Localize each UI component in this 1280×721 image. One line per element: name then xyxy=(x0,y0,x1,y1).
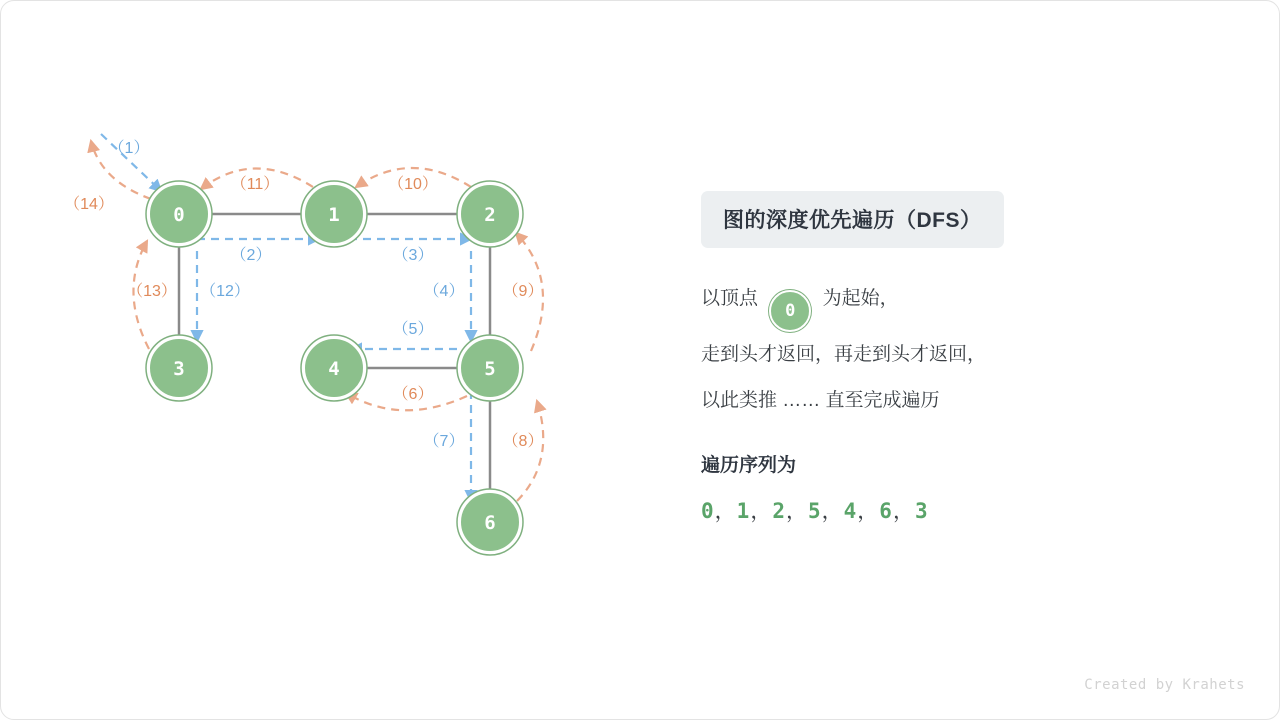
sequence-item: 3 xyxy=(914,499,929,523)
step-label-6: （6） xyxy=(392,386,434,403)
node-4[interactable] xyxy=(301,335,367,401)
step-label-7: （7） xyxy=(423,433,465,450)
node-3[interactable] xyxy=(146,335,212,401)
step-label-13: （13） xyxy=(127,283,177,300)
node-1[interactable] xyxy=(301,181,367,247)
panel-title: 图的深度优先遍历（DFS） xyxy=(701,191,1004,248)
node-2[interactable] xyxy=(457,181,523,247)
step-label-2: （2） xyxy=(230,247,272,264)
step-label-4: （4） xyxy=(423,283,465,300)
sequence-item: 0 xyxy=(701,499,715,523)
sequence-title: 遍历序列为 xyxy=(701,455,797,476)
description-prefix: 以顶点 xyxy=(701,288,759,309)
step-label-12: （12） xyxy=(200,283,250,300)
node-label: 0 xyxy=(173,204,185,226)
step-label-5: （5） xyxy=(392,321,434,338)
description-line-1 xyxy=(701,276,1221,332)
node-label: 3 xyxy=(173,358,185,380)
step-label-1: （1） xyxy=(108,140,150,157)
step-label-8: （8） xyxy=(502,433,544,450)
step-label-10: （10） xyxy=(388,176,438,193)
sequence-separator: ， xyxy=(857,499,880,523)
node-label: 1 xyxy=(328,204,340,226)
sequence-separator: ， xyxy=(750,499,773,523)
description-line-2: 走到头才返回，再走到头才返回， xyxy=(701,344,987,365)
sequence-item: 2 xyxy=(772,499,786,523)
node-0[interactable] xyxy=(146,181,212,247)
node-5[interactable] xyxy=(457,335,523,401)
credit-text: Created by Krahets xyxy=(1084,677,1245,693)
node-label: 5 xyxy=(484,358,496,380)
sequence-separator: ， xyxy=(892,499,915,523)
graph-nodes xyxy=(146,181,523,555)
step-label-14: （14） xyxy=(64,196,114,213)
sequence-separator: ， xyxy=(821,499,844,523)
node-6[interactable] xyxy=(457,489,523,555)
sequence-item: 1 xyxy=(736,499,751,523)
sequence-item: 5 xyxy=(807,499,822,523)
sequence-separator: ， xyxy=(714,499,737,523)
arrow-step-8 xyxy=(517,401,543,501)
step-label-9: （9） xyxy=(502,283,544,300)
node-label: 6 xyxy=(484,512,496,534)
sequence-item: 4 xyxy=(843,499,858,523)
step-label-11: （11） xyxy=(230,176,280,193)
node-label: 4 xyxy=(328,358,340,380)
sequence-separator: ， xyxy=(785,499,808,523)
description-suffix: 为起始， xyxy=(822,288,899,309)
info-panel xyxy=(701,191,1221,525)
description-line-3: 以此类推 …… 直至完成遍历 xyxy=(701,390,940,411)
start-node-badge: 0 xyxy=(769,290,811,332)
sequence-item: 6 xyxy=(879,499,893,523)
panel-description xyxy=(701,276,1221,424)
sequence-values xyxy=(701,495,1221,525)
step-label-3: （3） xyxy=(392,247,434,264)
node-label: 2 xyxy=(484,204,496,226)
